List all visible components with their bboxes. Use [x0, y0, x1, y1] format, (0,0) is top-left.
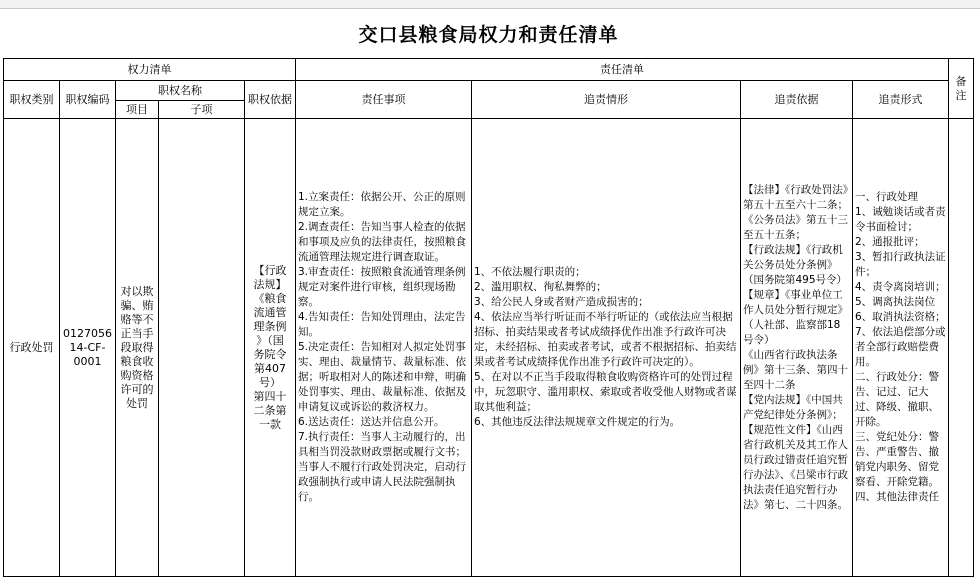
cell-code: 0127056 14-CF- 0001	[60, 119, 116, 577]
accountability-cases-header: 追责情形	[472, 81, 741, 119]
page-title: 交口县粮食局权力和责任清单	[358, 24, 619, 46]
table-row	[4, 119, 974, 577]
cell-responsibility-items: 1.立案责任：依据公开、公正的原则规定立案。 2.调查责任：告知当事人检查的依据和事项及应负的法律责任，按照粮食流通管理法规定进行调查取证。 3.审查责任：按照粮食流通管理条例规定对案件进行审核，组织现场勘察。 4.告知责任：告知处罚理由，法定告知。 5.决定责任：告知相对人拟定处罚事实、理由、裁量情节、裁量标准、依据；听取相对人的陈述和申辩，明确处罚事实、理由、裁量标准、依据及申请复议或诉讼的救济权力。 6.送达责任：送达并信息公开。 7.执行责任：当事人主动履行的，出具相当罚没款财政票据或履行文书；当事人不履行行政处罚决定，启动行政强制执行或申请人民法院强制执行。	[296, 119, 472, 577]
responsibility-items-header: 责任事项	[296, 81, 472, 119]
cell-item: 对以欺 骗、贿 赂等不 正当手 段取得 粮食收 购资格 许可的 处罚	[116, 119, 159, 577]
accountability-basis-header: 追责依据	[741, 81, 853, 119]
responsibility-list-sheet	[3, 8, 974, 577]
power-list-header: 权力清单	[4, 59, 296, 81]
category-header: 职权类别	[4, 81, 60, 119]
responsibility-list-header: 责任清单	[296, 59, 949, 81]
code-header: 职权编码	[60, 81, 116, 119]
cell-basis: 【行政 法规】 《粮食 流通管 理条例 》（国 务院令 第407 号） 第四十 二条第 一款	[245, 119, 296, 577]
cell-accountability-cases: 1、不依法履行职责的； 2、滥用职权、徇私舞弊的； 3、给公民人身或者财产造成损害的； 4、依法应当举行听证而不举行听证的（或依法应当根据招标、拍卖结果或者考试成绩择优作出准予行政许可决定，未经招标、拍卖或者考试，或者不根据招标、拍卖结果或者考试成绩择优作出准予行政许可决定的）。 5、在对以不正当手段取得粮食收购资格许可的处罚过程中，玩忽职守、滥用职权、索取或者收受他人财物或者谋取其他利益； 6、其他违反法律法规规章文件规定的行为。	[472, 119, 741, 577]
subitem-header: 子项	[159, 101, 245, 119]
cell-subitem	[159, 119, 245, 577]
cell-category: 行政处罚	[4, 119, 60, 577]
cell-accountability-basis: 【法律】《行政处罚法》第五十五至六十二条；《公务员法》第五十三至五十五条； 【行政法规】《行政机关公务员处分条例》（国务院第495号令） 【规章】《事业单位工作人员处分暂行规定》（人社部、监察部18号令） 《山西省行政执法条例》第十三条、第四十至四十二条 【党内法规】《中国共产党纪律处分条例》； 【规范性文件】《山西省行政机关及其工作人员行政过错责任追究暂行办法》、《吕梁市行政执法责任追究暂行办法》第七、二十四条。	[741, 119, 853, 577]
item-header: 项目	[116, 101, 159, 119]
accountability-forms-header: 追责形式	[853, 81, 949, 119]
power-name-header: 职权名称	[116, 81, 245, 101]
power-responsibility-table	[3, 8, 974, 577]
basis-header: 职权依据	[245, 81, 296, 119]
cell-accountability-forms: 一、行政处理 1、诫勉谈话或者责令书面检讨； 2、通报批评； 3、暂扣行政执法证件； 4、责令离岗培训； 5、调离执法岗位 6、取消执法资格； 7、依法追偿部分或者全部行政赔偿费用。 二、行政处分：警告、记过、记大过、降级、撤职、开除。 三、党纪处分：警告、严重警告、撤销党内职务、留党察看、开除党籍。 四、其他法律责任	[853, 119, 949, 577]
cell-remark	[949, 119, 974, 577]
remark-header: 备 注	[949, 59, 974, 119]
